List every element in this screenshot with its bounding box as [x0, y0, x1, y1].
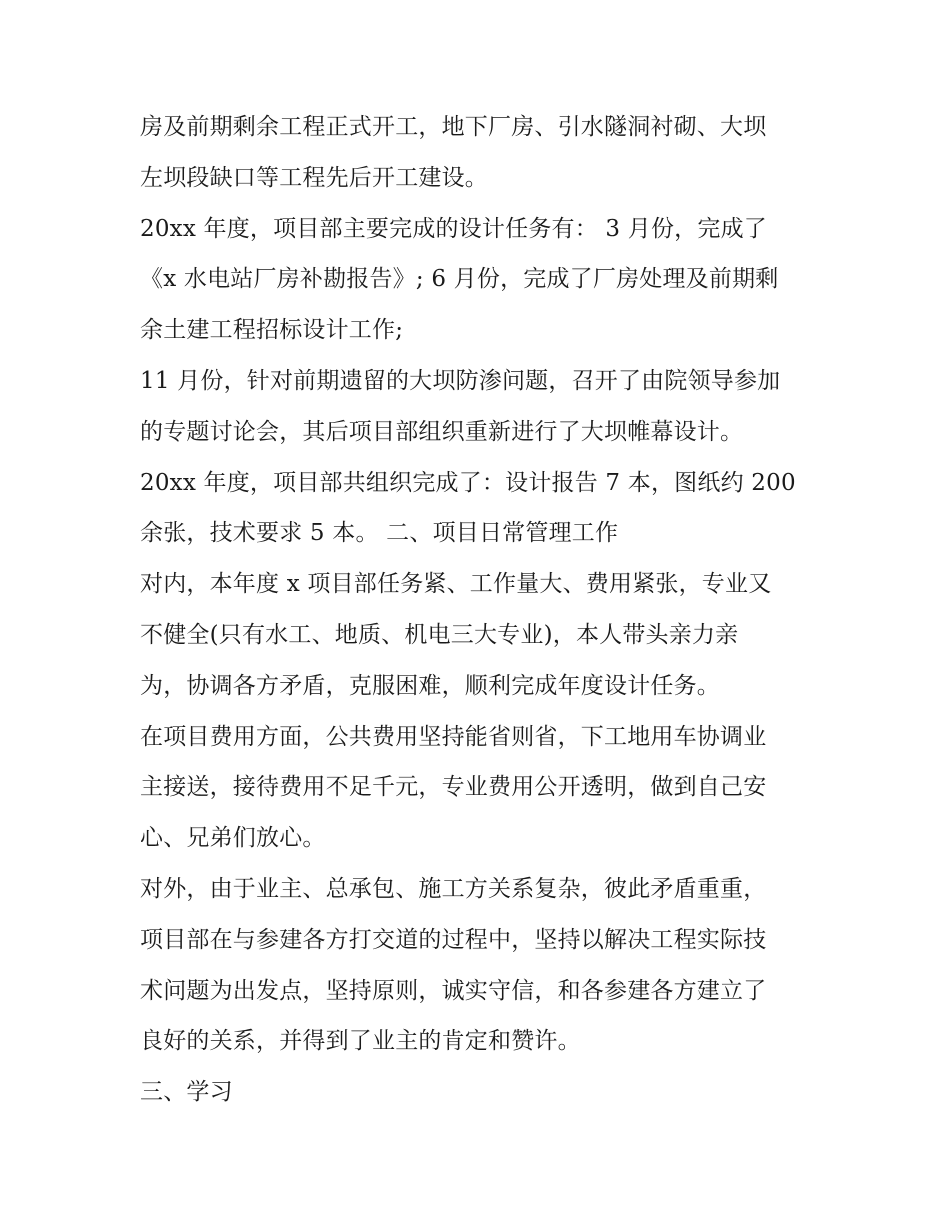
section-heading: 三、学习	[140, 1079, 233, 1106]
document-body	[140, 102, 820, 1118]
text-line: 20xx 年度，项目部主要完成的设计任务有： 3 月份，完成了	[140, 215, 767, 242]
text-line: 11 月份，针对前期遗留的大坝防渗问题，召开了由院领导参加	[140, 367, 781, 394]
text-line: 项目部在与参建各方打交道的过程中，坚持以解决工程实际技	[140, 926, 767, 953]
text-line: 在项目费用方面，公共费用坚持能省则省，下工地用车协调业	[140, 723, 767, 750]
text-line: 左坝段缺口等工程先后开工建设。	[140, 164, 488, 191]
text-line: 为，协调各方矛盾，克服困难，顺利完成年度设计任务。	[140, 672, 720, 699]
text-line: 主接送，接待费用不足千元，专业费用公开透明，做到自己安	[140, 774, 767, 801]
text-line: 房及前期剩余工程正式开工，地下厂房、引水隧洞衬砌、大坝	[140, 114, 767, 140]
text-line: 对外，由于业主、总承包、施工方关系复杂，彼此矛盾重重，	[140, 875, 767, 902]
text-line: 的专题讨论会，其后项目部组织重新进行了大坝帷幕设计。	[140, 418, 744, 445]
text-line: 20xx 年度，项目部共组织完成了：设计报告 7 本，图纸约 200	[140, 469, 796, 496]
text-line: 心、兄弟们放心。	[140, 825, 326, 852]
text-line: 余张，技术要求 5 本。 二、项目日常管理工作	[140, 520, 619, 547]
text-line: 余土建工程招标设计工作;	[140, 317, 404, 344]
text-line: 不健全(只有水工、地质、机电三大专业)，本人带头亲力亲	[140, 621, 739, 648]
text-line: 术问题为出发点，坚持原则，诚实守信，和各参建各方建立了	[140, 977, 767, 1004]
text-line: 良好的关系，并得到了业主的肯定和赞许。	[140, 1028, 581, 1055]
text-line: 《x 水电站厂房补勘报告》; 6 月份，完成了厂房处理及前期剩	[140, 266, 779, 293]
text-line: 对内，本年度 x 项目部任务紧、工作量大、费用紧张，专业又	[140, 571, 772, 598]
